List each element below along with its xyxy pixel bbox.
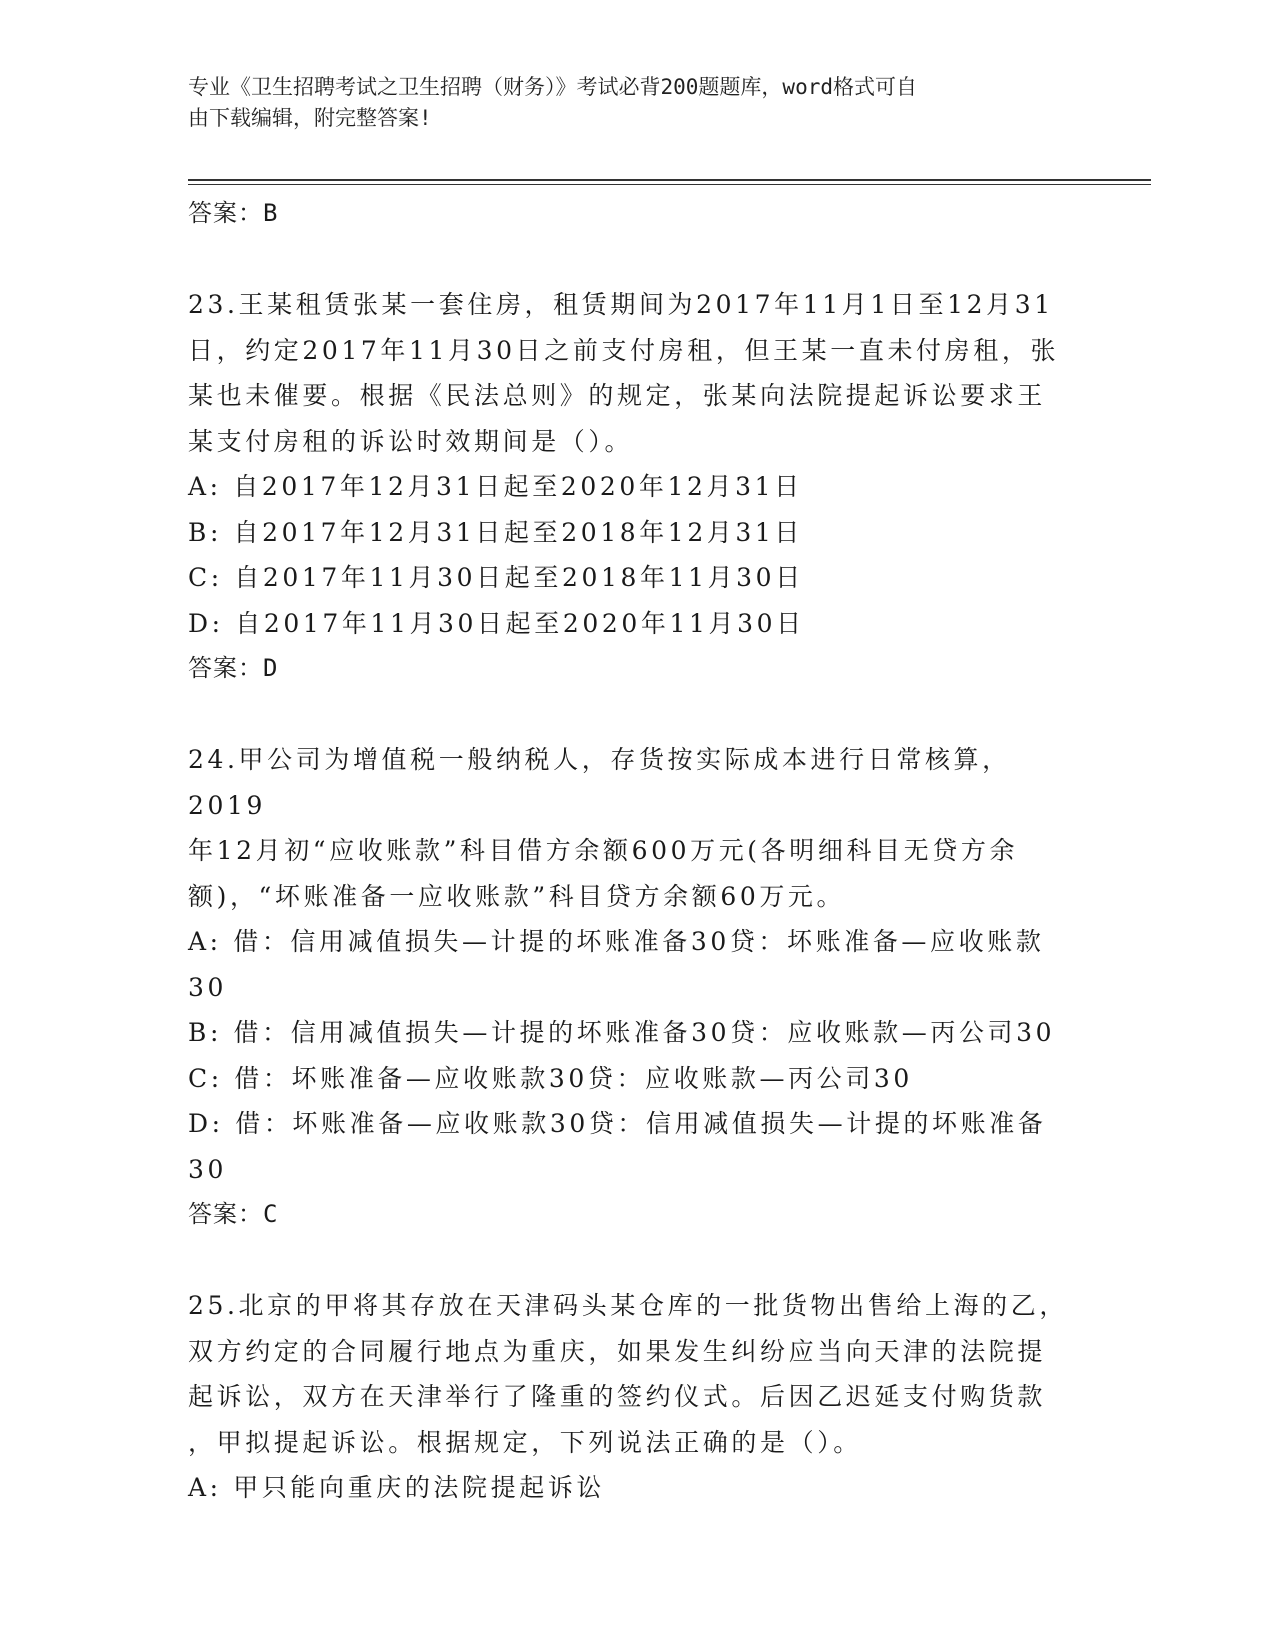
question-24-option-d: D: 借：坏账准备—应收账款30贷：信用减值损失—计提的坏账准备 [188, 1109, 1047, 1138]
question-24-answer: 答案：C [188, 1200, 279, 1228]
question-25-line-2: 双方约定的合同履行地点为重庆，如果发生纠纷应当向天津的法院提 [188, 1336, 1047, 1366]
document-header [188, 72, 1068, 134]
question-23-answer: 答案：D [188, 654, 279, 682]
question-24-option-a-cont: 30 [188, 972, 228, 1002]
question-23-line-3: 某也未催要。根据《民法总则》的规定，张某向法院提起诉讼要求王 [188, 381, 1047, 410]
question-23-option-c: C: 自2017年11月30日起至2018年11月30日 [188, 563, 804, 592]
question-24-line-2: 年12月初“应收账款”科目借方余额600万元(各明细科目无贷方余 [188, 836, 1019, 865]
question-23 [188, 282, 1088, 691]
header-divider-thick [188, 179, 1151, 181]
question-content [188, 191, 1088, 1511]
header-line-1: 专业《卫生招聘考试之卫生招聘（财务）》考试必背200题题库，word格式可自 [188, 75, 917, 99]
question-23-option-a: A: 自2017年12月31日起至2020年12月31日 [188, 472, 803, 501]
question-23-line-1: 23.王某租赁张某一套住房，租赁期间为2017年11月1日至12月31 [188, 290, 1054, 319]
question-23-option-d: D: 自2017年11月30日起至2020年11月30日 [188, 608, 805, 638]
question-25-line-4: ，甲拟提起诉讼。根据规定，下列说法正确的是（）。 [188, 1427, 862, 1457]
question-25-option-a: A: 甲只能向重庆的法院提起诉讼 [188, 1473, 606, 1502]
header-divider-thin [188, 184, 1151, 185]
answer-previous: 答案：B [188, 199, 279, 227]
question-24-line-1: 24.甲公司为增值税一般纳税人，存货按实际成本进行日常核算，2019 [188, 745, 1011, 820]
question-24 [188, 737, 1088, 1237]
question-23-option-b: B: 自2017年12月31日起至2018年12月31日 [188, 517, 804, 547]
question-24-option-d-cont: 30 [188, 1154, 228, 1184]
spacer [188, 236, 1088, 282]
question-25-line-3: 起诉讼，双方在天津举行了隆重的签约仪式。后因乙迟延支付购货款 [188, 1382, 1047, 1411]
spacer [188, 1237, 1088, 1283]
question-23-line-4: 某支付房租的诉讼时效期间是（）。 [188, 426, 634, 456]
question-24-line-3: 额)，“坏账准备一应收账款”科目贷方余额60万元。 [188, 881, 846, 911]
question-25 [188, 1283, 1088, 1511]
question-24-option-a: A: 借：信用减值损失—计提的坏账准备30贷：坏账准备—应收账款 [188, 927, 1045, 956]
question-24-option-c: C: 借：坏账准备—应收账款30贷：应收账款—丙公司30 [188, 1063, 913, 1093]
question-25-line-1: 25.北京的甲将其存放在天津码头某仓库的一批货物出售给上海的乙， [188, 1291, 1068, 1320]
spacer [188, 691, 1088, 737]
question-23-line-2: 日，约定2017年11月30日之前支付房租，但王某一直未付房租，张 [188, 335, 1060, 365]
header-line-2: 由下载编辑，附完整答案! [188, 106, 432, 130]
question-24-option-b: B: 借：信用减值损失—计提的坏账准备30贷：应收账款—丙公司30 [188, 1018, 1056, 1047]
